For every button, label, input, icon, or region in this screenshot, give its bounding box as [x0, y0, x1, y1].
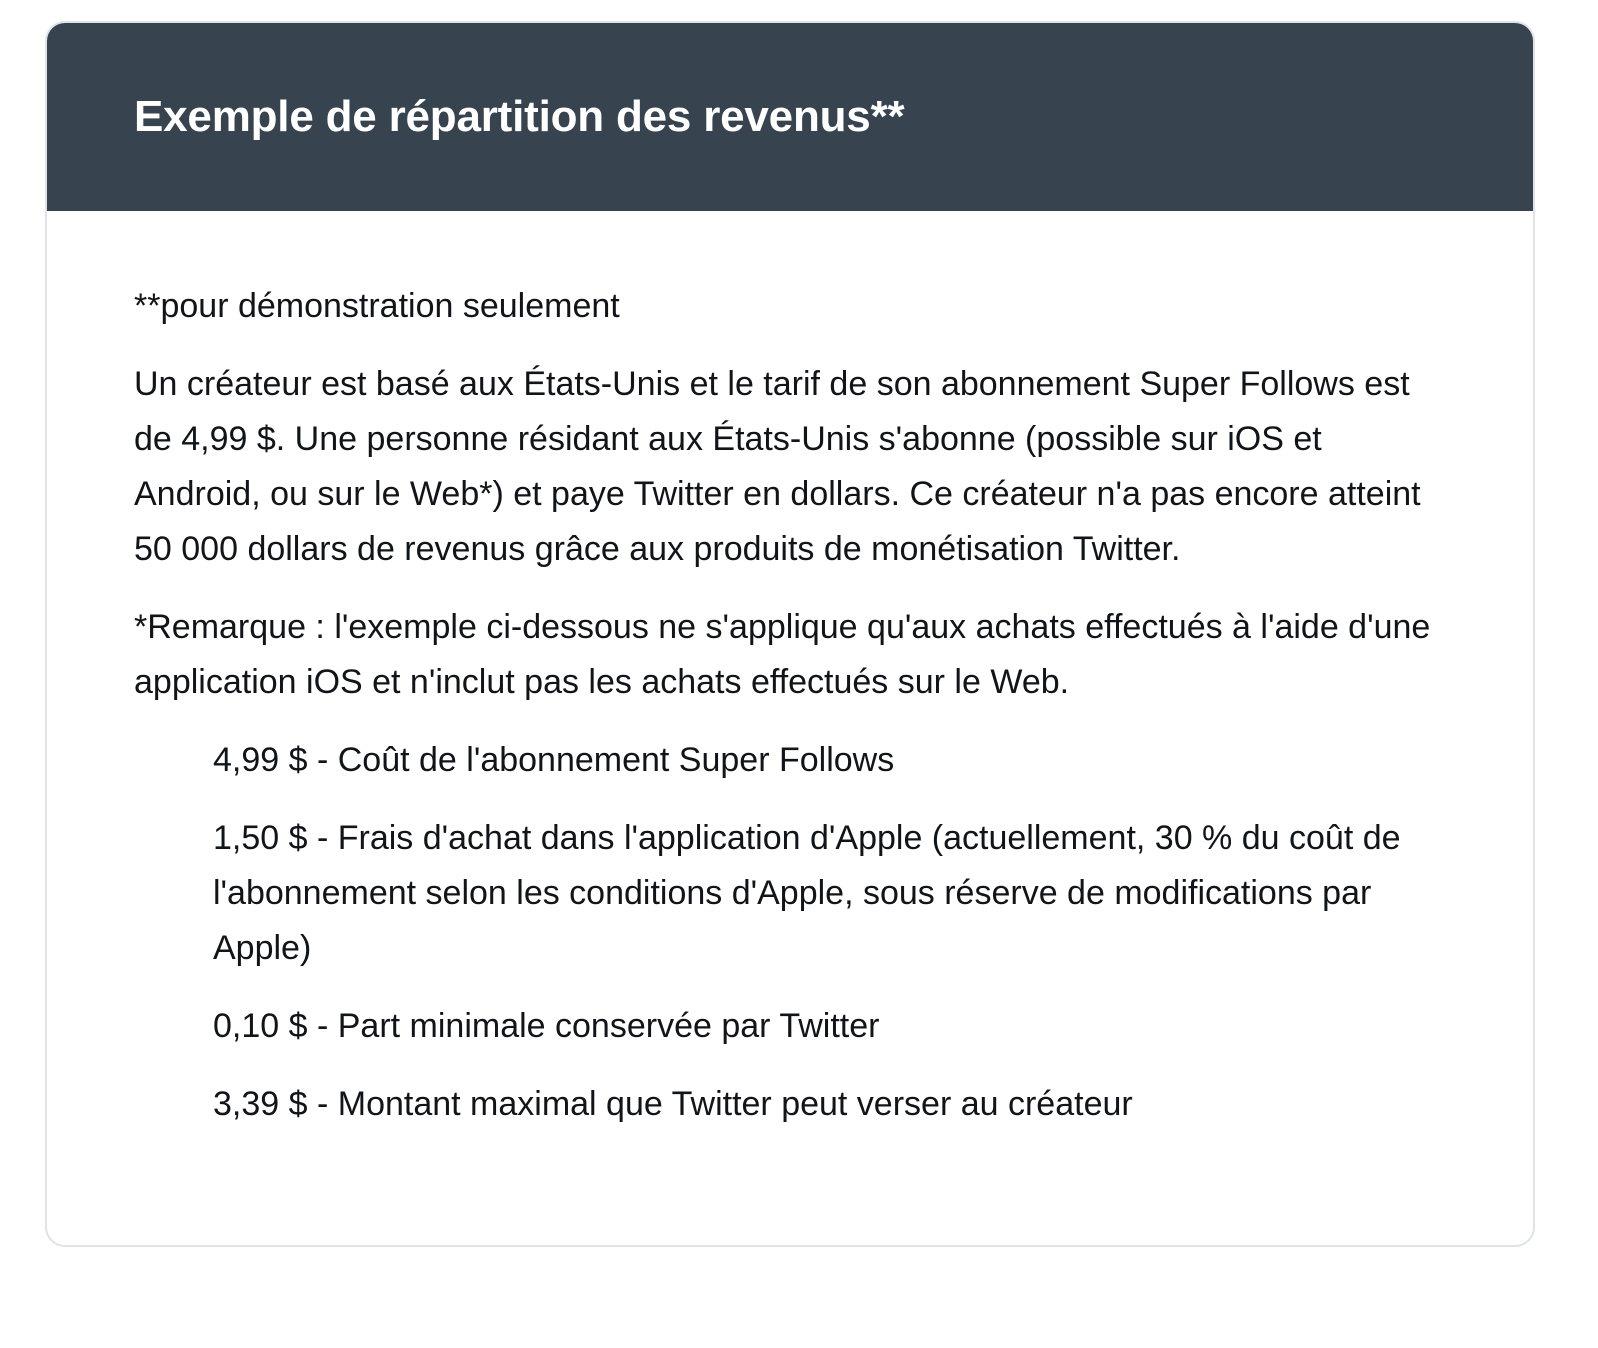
card-body	[134, 279, 1434, 1132]
list-item: 4,99 $ - Coût de l'abonnement Super Follows	[213, 741, 895, 779]
list-item: 1,50 $ - Frais d'achat dans l'application d'Apple (actuellement, 30 % du coût de l'abonnement selon les conditions d'Apple, sous réserve de modifications par Apple)	[213, 819, 1401, 967]
breakdown-list	[134, 733, 1434, 1132]
list-item: 0,10 $ - Part minimale conservée par Twitter	[213, 1007, 880, 1045]
list-item: 3,39 $ - Montant maximal que Twitter peut verser au créateur	[213, 1085, 1133, 1123]
card-title: Exemple de répartition des revenus**	[134, 92, 905, 141]
card-header	[47, 23, 1533, 211]
remark-paragraph: *Remarque : l'exemple ci-dessous ne s'applique qu'aux achats effectués à l'aide d'une application iOS et n'inclut pas les achats effectués sur le Web.	[134, 608, 1431, 701]
revenue-example-card	[45, 21, 1535, 1247]
intro-paragraph: Un créateur est basé aux États-Unis et le tarif de son abonnement Super Follows est de 4,99 $. Une personne résidant aux États-Unis s'abonne (possible sur iOS et Android, ou sur le Web*) et paye Twitter en dollars. Ce créateur n'a pas encore atteint 50 000 dollars de revenus grâce aux produits de monétisation Twitter.	[134, 365, 1421, 568]
demo-note: **pour démonstration seulement	[134, 287, 620, 325]
